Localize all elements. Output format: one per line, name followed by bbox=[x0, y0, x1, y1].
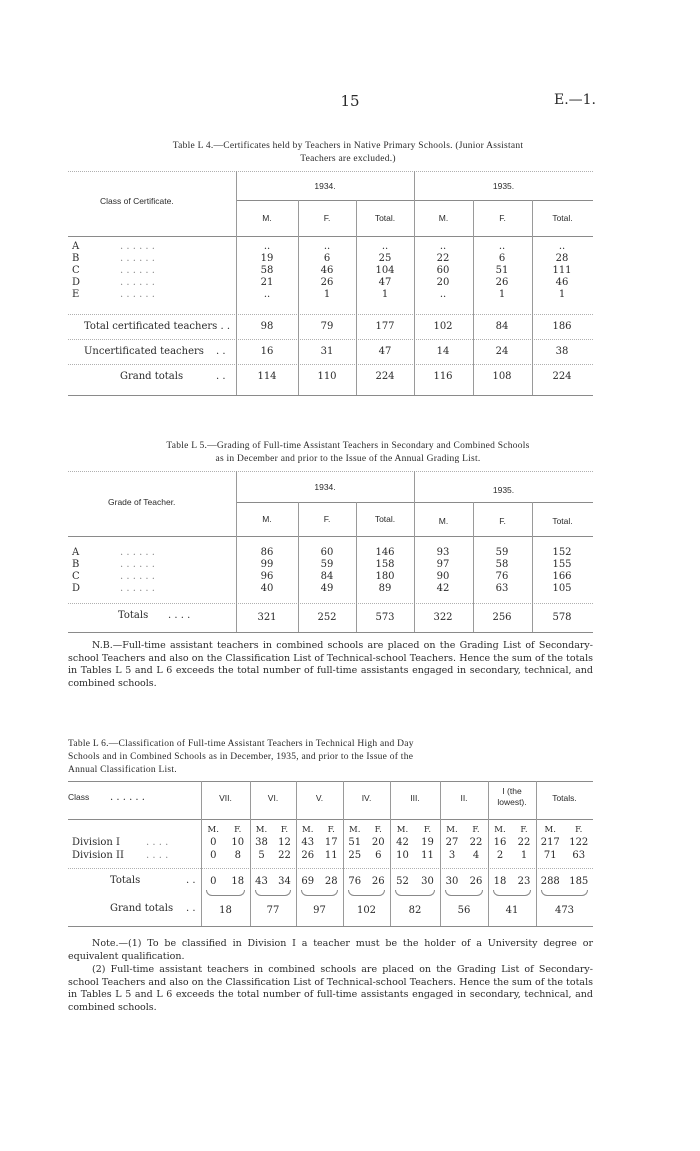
table-l4-cell: 6 bbox=[498, 253, 506, 264]
table-l4-uncertificated-cell: 24 bbox=[495, 346, 509, 357]
table-l6-cell: 0 bbox=[210, 837, 217, 848]
table-l5-row-dots: . . . . . . bbox=[120, 559, 155, 570]
table-l4-certificated-label: Total certificated teachers . . bbox=[84, 321, 231, 332]
page-number: 15 bbox=[340, 92, 360, 110]
table-l6-grand-cell: 97 bbox=[313, 905, 326, 916]
table-l4-cell: 60 bbox=[436, 265, 450, 276]
table-l6-col-header: III. bbox=[410, 793, 420, 803]
table-l4-cell: 46 bbox=[555, 277, 569, 288]
table-l4-uncertificated-cell: 16 bbox=[260, 346, 274, 357]
table-l6-cell: 20 bbox=[371, 837, 385, 848]
table-l4-row-dots: . . . . . . bbox=[120, 277, 155, 288]
table-l4-cell: 19 bbox=[260, 253, 274, 264]
table-l6-subheader-m: M. bbox=[446, 825, 458, 835]
table-l4-row-dots: . . . . . . bbox=[120, 253, 155, 264]
table-l6-cell: 43 bbox=[301, 837, 315, 848]
table-l4-grand-cell: 224 bbox=[552, 371, 572, 382]
table-l5-totals-cell: 322 bbox=[433, 612, 453, 623]
table-l6-cell: 11 bbox=[421, 850, 434, 861]
table-l6-cell: 38 bbox=[255, 837, 268, 848]
table-l4-header-total: Total. bbox=[374, 213, 396, 223]
table-l4-row-label: B bbox=[72, 253, 80, 264]
table-l6-caption-line3: Annual Classification List. bbox=[68, 765, 177, 775]
table-l5-cell: 84 bbox=[320, 571, 334, 582]
table-l6-row-label: Division I bbox=[72, 837, 120, 848]
table-l6-cell: 17 bbox=[324, 837, 338, 848]
table-l6-subheader-f: F. bbox=[234, 825, 242, 835]
table-l4-cell: 47 bbox=[378, 277, 392, 288]
table-l4-cell: 1 bbox=[381, 289, 389, 300]
page-reference: E.—1. bbox=[553, 92, 596, 108]
table-l6-grand-cell: 18 bbox=[219, 905, 232, 916]
table-l6-totals-cell: 28 bbox=[324, 876, 338, 887]
table-l5-note: N.B.—Full-time assistant teachers in combined schools are placed on the Grading List of Secondary-school Teachers and also on the Classification List of Technical-school Teachers. Hence the sum of the totals in Tables L 5 and L 6 exceeds the total number of full-time assistants engaged in secondary, technical, and combined schools. bbox=[68, 640, 593, 689]
table-l4-header-total-1935: Total. bbox=[552, 213, 573, 223]
table-l5-totals-label: Totals bbox=[118, 610, 149, 621]
table-l5-totals-cell: 578 bbox=[552, 612, 572, 623]
table-l5-cell: 63 bbox=[495, 583, 509, 594]
table-l4-cell: 104 bbox=[375, 265, 395, 276]
table-l4-cell: .. bbox=[439, 241, 447, 252]
table-l4-cell: 6 bbox=[323, 253, 331, 264]
table-l6-totals-cell: 23 bbox=[517, 876, 531, 887]
table-l5-caption-line1: Table L 5.—Grading of Full-time Assistant Teachers in Secondary and Combined Schools bbox=[166, 441, 530, 451]
table-l6-grand-cell: 41 bbox=[505, 905, 519, 916]
table-l6-col-header: IV. bbox=[361, 793, 372, 803]
table-l6-cell: 10 bbox=[231, 837, 245, 848]
table-l5-cell: 155 bbox=[552, 559, 572, 570]
table-l6-class-dots: . . . . . . bbox=[110, 792, 145, 803]
table-l4-cell: .. bbox=[263, 241, 271, 252]
table-l4-row-dots: . . . . . . bbox=[120, 289, 155, 300]
table-l6-cell: 26 bbox=[301, 850, 315, 861]
table-l6-total-brace bbox=[395, 890, 435, 896]
table-l4-cell: 22 bbox=[436, 253, 450, 264]
table-l5-row-label: D bbox=[72, 583, 81, 594]
table-l5-totals-cell: 321 bbox=[257, 612, 277, 623]
table-l6-grand-dots: . . bbox=[186, 903, 196, 914]
table-l6-caption-line2: Schools and in Combined Schools as in December, 1935, and prior to the Issue of the bbox=[68, 752, 414, 762]
table-l6-cell: 71 bbox=[543, 850, 557, 861]
table-l6-cell: 22 bbox=[469, 837, 483, 848]
table-l5-cell: 86 bbox=[260, 547, 274, 558]
table-l6-cell: 19 bbox=[421, 837, 434, 848]
table-l6-totals-cell: 30 bbox=[421, 876, 434, 887]
table-l5-caption-line2: as in December and prior to the Issue of the Annual Grading List. bbox=[215, 454, 481, 464]
table-l4-cell: 58 bbox=[260, 265, 274, 276]
table-l6-col-header-lowest: lowest). bbox=[497, 797, 527, 807]
table-l4-row-label: A bbox=[72, 241, 80, 252]
table-l5-row-label: A bbox=[72, 547, 80, 558]
table-l5-row-dots: . . . . . . bbox=[120, 571, 155, 582]
table-l4-cell: 46 bbox=[320, 265, 334, 276]
table-l4-cell: .. bbox=[323, 241, 331, 252]
table-l4-row-dots: . . . . . . bbox=[120, 241, 155, 252]
table-l4-uncertificated-cell: 38 bbox=[555, 346, 569, 357]
table-l6-cell: 12 bbox=[278, 837, 291, 848]
table-l6-col-header: Totals. bbox=[552, 793, 577, 803]
table-l4-row-dots: . . . . . . bbox=[120, 265, 155, 276]
table-l5-cell: 60 bbox=[320, 547, 334, 558]
table-l4-cell: .. bbox=[558, 241, 566, 252]
table-l5-header-m-1935: M. bbox=[438, 516, 449, 526]
table-l6-col-header: V. bbox=[315, 793, 324, 803]
table-l6-total-brace bbox=[541, 890, 588, 896]
table-l6-totals-cell: 76 bbox=[348, 876, 362, 887]
table-l4-grand-cell: 224 bbox=[375, 371, 395, 382]
table-l4-cell: 1 bbox=[558, 289, 566, 300]
table-l6-totals-cell: 26 bbox=[371, 876, 385, 887]
table-l4-certificated-cell: 98 bbox=[260, 321, 274, 332]
table-l6-grand-cell: 56 bbox=[457, 905, 471, 916]
table-l6-cell: 27 bbox=[445, 837, 459, 848]
table-l6-totals-cell: 30 bbox=[445, 876, 459, 887]
table-l4-row-label: C bbox=[72, 265, 80, 276]
table-l4-year-1935: 1935. bbox=[492, 181, 515, 191]
table-l6-cell: 22 bbox=[517, 837, 531, 848]
table-l4-cell: .. bbox=[439, 289, 447, 300]
table-l5-cell: 105 bbox=[552, 583, 572, 594]
table-l4-row-label: D bbox=[72, 277, 81, 288]
table-l4-cell: 26 bbox=[320, 277, 334, 288]
table-l5-cell: 49 bbox=[320, 583, 334, 594]
table-l6-totals-label: Totals bbox=[110, 875, 141, 886]
table-l6-cell: 2 bbox=[496, 850, 504, 861]
table-l6-cell: 16 bbox=[493, 837, 507, 848]
table-l6-cell: 5 bbox=[258, 850, 265, 861]
table-l6-cell: 4 bbox=[472, 850, 480, 861]
table-l6-class-label: Class bbox=[68, 792, 90, 802]
table-l6-total-brace bbox=[301, 890, 338, 896]
table-l4-cell: 1 bbox=[498, 289, 506, 300]
table-l6-totals-cell: 185 bbox=[569, 876, 589, 887]
table-l6-totals-cell: 288 bbox=[540, 876, 560, 887]
table-l5-year-1934: 1934. bbox=[314, 482, 336, 492]
table-l6-subheader-f: F. bbox=[423, 825, 432, 835]
table-l5-cell: 40 bbox=[260, 583, 274, 594]
table-l4-certificated-cell: 177 bbox=[375, 321, 395, 332]
table-l6-col-header: VII. bbox=[219, 793, 232, 803]
table-l5-header-f: F. bbox=[323, 514, 331, 524]
table-l6-subheader-f: F. bbox=[374, 825, 382, 835]
table-l5-row-label: B bbox=[72, 559, 80, 570]
table-l6-cell: 22 bbox=[278, 850, 291, 861]
table-l6-cell: 217 bbox=[540, 837, 560, 848]
table-l5-totals-cell: 256 bbox=[492, 612, 512, 623]
table-l5-cell: 97 bbox=[436, 559, 450, 570]
table-l4-cell: 1 bbox=[323, 289, 331, 300]
table-l5-cell: 59 bbox=[495, 547, 509, 558]
table-l4-uncertificated-cell: 14 bbox=[436, 346, 450, 357]
table-l6-total-brace bbox=[445, 890, 483, 896]
table-l4-cell: 21 bbox=[260, 277, 274, 288]
table-l4-grand-cell: 108 bbox=[492, 371, 512, 382]
table-l4-header-f-1935: F. bbox=[499, 213, 506, 223]
table-l6-row-label: Division II bbox=[72, 850, 124, 861]
table-l4-caption-line2: Teachers are excluded.) bbox=[300, 154, 396, 164]
table-l5-cell: 89 bbox=[378, 583, 392, 594]
table-l6-grand-cell: 77 bbox=[266, 905, 280, 916]
table-l5-cell: 76 bbox=[495, 571, 509, 582]
table-l5-cell: 152 bbox=[552, 547, 572, 558]
table-l5-totals-cell: 573 bbox=[375, 612, 395, 623]
table-l6-total-brace bbox=[493, 890, 531, 896]
table-l6-totals-cell: 26 bbox=[469, 876, 483, 887]
table-l4-uncertificated-label: Uncertificated teachers bbox=[84, 346, 204, 357]
table-l6-subheader-m: M. bbox=[349, 825, 361, 835]
table-l6-totals-cell: 34 bbox=[278, 876, 291, 887]
table-l6-totals-cell: 43 bbox=[255, 876, 268, 887]
table-l4-header-f: F. bbox=[323, 213, 331, 223]
table-l4-cell: 25 bbox=[378, 253, 392, 264]
table-l4-row-label: E bbox=[72, 289, 80, 300]
table-l4-cell: 20 bbox=[436, 277, 450, 288]
table-l4-cell: .. bbox=[498, 241, 506, 252]
table-l6-note-2: (2) Full-time assistant teachers in combined schools are placed on the Grading List of Secondary-school Teachers and also on the Classification List of Technical-school Teachers. Hence the sum of the totals in Tables L 5 and L 6 exceeds the total number of full-time assistants engaged in secondary, technical, and combined schools. bbox=[68, 964, 593, 1013]
table-l6-grand-cell: 473 bbox=[554, 905, 575, 916]
table-l6-cell: 8 bbox=[234, 850, 241, 861]
table-l5-cell: 93 bbox=[436, 547, 450, 558]
table-l4-certificated-cell: 186 bbox=[552, 321, 572, 332]
table-l4-caption-line1: Table L 4.—Certificates held by Teachers in Native Primary Schools. (Junior Assistant bbox=[172, 141, 524, 151]
table-l5-header-total: Total. bbox=[374, 514, 396, 524]
table-l6-subheader-f: F. bbox=[575, 825, 583, 835]
table-l6-caption-line1: Table L 6.—Classification of Full-time Assistant Teachers in Technical High and Day bbox=[68, 739, 414, 749]
table-l4-grand-dots: . . bbox=[216, 371, 226, 382]
table-l5-cell: 59 bbox=[320, 559, 334, 570]
table-l6-subheader-m: M. bbox=[207, 825, 219, 835]
table-l6-subheader-m: M. bbox=[544, 825, 556, 835]
table-l5-cell: 42 bbox=[436, 583, 450, 594]
table-l4-cell: 51 bbox=[495, 265, 509, 276]
table-l5-cell: 99 bbox=[260, 559, 274, 570]
table-l6-col-header: I (the bbox=[502, 786, 522, 796]
table-l4-grand-cell: 116 bbox=[433, 371, 453, 382]
table-l4-uncertificated-dots: . . bbox=[216, 346, 226, 357]
table-l6-cell: 6 bbox=[375, 850, 382, 861]
table-l4-grand-cell: 110 bbox=[317, 371, 337, 382]
table-l6-note-1: Note.—(1) To be classified in Division I a teacher must be the holder of a University degree or equivalent qualification. bbox=[68, 938, 593, 962]
table-l4-certificated-cell: 102 bbox=[433, 321, 453, 332]
table-l4-header-m-1935: M. bbox=[438, 213, 449, 223]
table-l6-totals-dots: . . bbox=[186, 875, 196, 886]
table-l6-grand-cell: 102 bbox=[356, 905, 377, 916]
table-l6-col-header: II. bbox=[460, 793, 468, 803]
table-l5-totals-dots: . . . . bbox=[168, 610, 191, 621]
table-l6-totals-cell: 0 bbox=[210, 876, 217, 887]
table-l6-row-dots: . . . . bbox=[146, 837, 169, 848]
table-l6-cell: 10 bbox=[396, 850, 409, 861]
table-l4-uncertificated-cell: 47 bbox=[378, 346, 392, 357]
table-l6-cell: 11 bbox=[324, 850, 338, 861]
table-l5-cell: 96 bbox=[260, 571, 274, 582]
table-l6-cell: 63 bbox=[572, 850, 586, 861]
table-l5-cell: 158 bbox=[375, 559, 395, 570]
table-l4-grand-cell: 114 bbox=[257, 371, 277, 382]
table-l6-grand-label: Grand totals bbox=[110, 903, 174, 914]
table-l5-header-f-1935: F. bbox=[499, 516, 506, 526]
table-l6-cell: 122 bbox=[569, 837, 589, 848]
table-l6-cell: 3 bbox=[448, 850, 456, 861]
table-l4-certificated-cell: 79 bbox=[320, 321, 334, 332]
table-l6-subheader-f: F. bbox=[327, 825, 335, 835]
table-l6-cell: 51 bbox=[348, 837, 362, 848]
table-l6-cell: 25 bbox=[348, 850, 362, 861]
table-l4-col-label: Class of Certificate. bbox=[100, 196, 174, 206]
table-l6-grand-cell: 82 bbox=[408, 905, 422, 916]
table-l6-cell: 0 bbox=[210, 850, 217, 861]
table-l4-year-1934: 1934. bbox=[314, 181, 336, 191]
table-l4-cell: 28 bbox=[555, 253, 569, 264]
table-l4-grand-label: Grand totals bbox=[120, 371, 184, 382]
table-l5-col-label: Grade of Teacher. bbox=[108, 497, 176, 507]
table-l6-col-header: VI. bbox=[267, 793, 279, 803]
table-l6-totals-cell: 18 bbox=[493, 876, 507, 887]
table-l5-cell: 90 bbox=[436, 571, 450, 582]
table-l6-row-dots: . . . . bbox=[146, 850, 169, 861]
table-l4-cell: 26 bbox=[495, 277, 509, 288]
table-l6-totals-cell: 52 bbox=[396, 876, 409, 887]
table-l6-subheader-m: M. bbox=[302, 825, 314, 835]
table-l4-cell: .. bbox=[263, 289, 271, 300]
table-l6-total-brace bbox=[206, 890, 245, 896]
table-l5-row-dots: . . . . . . bbox=[120, 547, 155, 558]
table-l4-uncertificated-cell: 31 bbox=[320, 346, 334, 357]
table-l4-cell: 111 bbox=[552, 265, 572, 276]
table-l5-row-label: C bbox=[72, 571, 80, 582]
table-l6-totals-cell: 18 bbox=[231, 876, 245, 887]
table-l6-subheader-f: F. bbox=[520, 825, 528, 835]
table-l5-cell: 58 bbox=[495, 559, 509, 570]
table-l6-subheader-f: F. bbox=[280, 825, 289, 835]
table-l5-cell: 180 bbox=[375, 571, 395, 582]
table-l5-header-total-1935: Total. bbox=[552, 516, 573, 526]
table-l5-cell: 146 bbox=[375, 547, 395, 558]
table-l6-total-brace bbox=[255, 890, 291, 896]
table-l6-total-brace bbox=[348, 890, 385, 896]
table-l5-year-1935: 1935. bbox=[492, 485, 515, 495]
table-l6-subheader-f: F. bbox=[472, 825, 480, 835]
table-l5-cell: 166 bbox=[552, 571, 572, 582]
table-l6-cell: 1 bbox=[520, 850, 528, 861]
table-l4-header-m: M. bbox=[262, 213, 272, 223]
table-l6-subheader-m: M. bbox=[255, 825, 268, 835]
table-l5-header-m: M. bbox=[262, 514, 272, 524]
table-l4-cell: .. bbox=[381, 241, 389, 252]
table-l6-cell: 42 bbox=[396, 837, 409, 848]
table-l4-certificated-cell: 84 bbox=[495, 321, 509, 332]
table-l5-row-dots: . . . . . . bbox=[120, 583, 155, 594]
table-l6-subheader-m: M. bbox=[494, 825, 506, 835]
table-l6-subheader-m: M. bbox=[396, 825, 409, 835]
table-l5-totals-cell: 252 bbox=[317, 612, 337, 623]
table-l6-totals-cell: 69 bbox=[301, 876, 315, 887]
